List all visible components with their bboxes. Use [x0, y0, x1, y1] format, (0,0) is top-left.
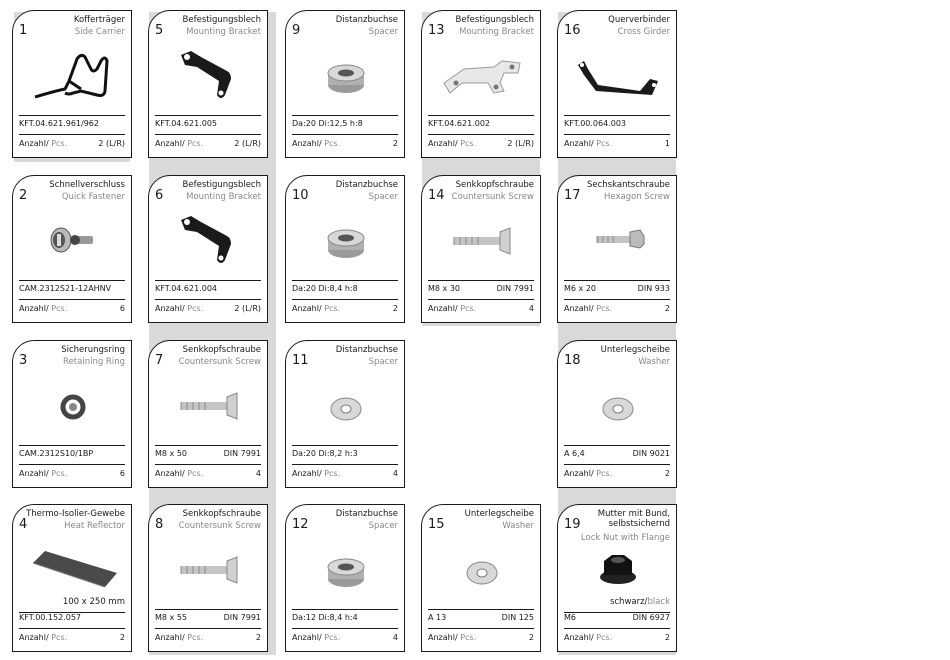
divider — [155, 609, 261, 610]
part-number: 16 — [564, 23, 581, 38]
spacer-icon — [298, 533, 394, 603]
hex-screw-icon — [570, 204, 666, 274]
part-code: KFT.00.152.057 — [19, 613, 81, 622]
divider — [564, 445, 670, 446]
part-number: 9 — [292, 23, 301, 38]
part-number: 17 — [564, 188, 581, 203]
part-code: M8 x 30 — [428, 284, 460, 293]
part-name-de: Distanzbuchse — [335, 345, 398, 355]
divider — [564, 134, 670, 135]
divider — [428, 628, 534, 629]
part-name-de: Sicherungsring — [61, 345, 125, 355]
part-name-de: Senkkopfschraube — [455, 180, 534, 190]
bracket-icon — [161, 204, 257, 274]
quantity-value: 2 — [119, 633, 125, 642]
part-name-de: Befestigungsblech — [455, 15, 534, 25]
divider — [428, 134, 534, 135]
quantity-value: 4 — [255, 469, 261, 478]
washer-icon — [570, 369, 666, 439]
part-number: 8 — [155, 517, 164, 532]
quantity-value: 4 — [528, 304, 534, 313]
part-standard: DIN 6927 — [632, 613, 670, 622]
part-name-en: Heat Reflector — [64, 521, 125, 531]
part-card — [557, 10, 677, 158]
heat-reflector-icon — [25, 533, 121, 603]
quantity-label: Anzahl/ Pcs. — [155, 469, 204, 478]
quantity-label: Anzahl/ Pcs. — [564, 469, 613, 478]
quantity-label: Anzahl/ Pcs. — [19, 304, 68, 313]
spacer-icon — [298, 39, 394, 109]
part-code: CAM.2312S10/1BP — [19, 449, 94, 458]
part-name-en: Spacer — [368, 192, 398, 202]
divider — [19, 464, 125, 465]
part-card — [148, 504, 268, 652]
part-card — [12, 340, 132, 488]
part-code: M6 — [564, 613, 576, 622]
quantity-value: 1 — [664, 139, 670, 148]
retaining-ring-icon — [25, 369, 121, 439]
part-number: 5 — [155, 23, 164, 38]
part-standard: DIN 933 — [637, 284, 670, 293]
divider — [19, 115, 125, 116]
divider — [428, 115, 534, 116]
part-standard: DIN 7991 — [223, 613, 261, 622]
divider — [19, 134, 125, 135]
part-number: 19 — [564, 517, 581, 532]
part-code: Da:20 Di:12,5 h:8 — [292, 119, 363, 128]
part-number: 18 — [564, 353, 581, 368]
part-card — [285, 10, 405, 158]
quantity-value: 2 — [664, 469, 670, 478]
divider — [155, 464, 261, 465]
part-standard: DIN 125 — [501, 613, 534, 622]
screw-icon — [161, 369, 257, 439]
part-name-en: Hexagon Screw — [604, 192, 670, 202]
flat-bracket-icon — [434, 39, 530, 109]
quantity-label: Anzahl/ Pcs. — [155, 139, 204, 148]
part-number: 12 — [292, 517, 309, 532]
quantity-label: Anzahl/ Pcs. — [428, 139, 477, 148]
divider — [292, 299, 398, 300]
part-code: KFT.04.621.002 — [428, 119, 490, 128]
part-standard: DIN 9021 — [632, 449, 670, 458]
divider — [19, 628, 125, 629]
part-name-de: Mutter mit Bund, selbstsichernd — [597, 509, 670, 529]
quantity-value: 2 — [392, 139, 398, 148]
lock-nut-icon — [570, 533, 666, 603]
part-number: 11 — [292, 353, 309, 368]
divider — [428, 609, 534, 610]
part-number: 1 — [19, 23, 28, 38]
divider — [428, 299, 534, 300]
divider — [292, 464, 398, 465]
divider — [292, 445, 398, 446]
part-number: 13 — [428, 23, 445, 38]
part-card — [285, 504, 405, 652]
quantity-label: Anzahl/ Pcs. — [155, 633, 204, 642]
part-code: M8 x 50 — [155, 449, 187, 458]
bracket-icon — [161, 39, 257, 109]
divider — [19, 445, 125, 446]
part-number: 6 — [155, 188, 164, 203]
part-number: 10 — [292, 188, 309, 203]
part-name-de: Distanzbuchse — [335, 509, 398, 519]
divider — [292, 609, 398, 610]
divider — [564, 299, 670, 300]
part-code: M6 x 20 — [564, 284, 596, 293]
part-card — [557, 504, 677, 652]
part-standard: DIN 7991 — [223, 449, 261, 458]
quantity-value: 2 (L/R) — [98, 139, 125, 148]
quantity-label: Anzahl/ Pcs. — [428, 633, 477, 642]
side-carrier-icon — [25, 39, 121, 109]
cross-girder-icon — [570, 39, 666, 109]
quantity-value: 4 — [392, 469, 398, 478]
part-card — [12, 504, 132, 652]
part-name-en: Cross Girder — [617, 27, 670, 37]
part-number: 14 — [428, 188, 445, 203]
quantity-label: Anzahl/ Pcs. — [564, 633, 613, 642]
part-code: KFT.04.621.005 — [155, 119, 217, 128]
part-code: Da:20 Di:8,4 h:8 — [292, 284, 358, 293]
part-card — [421, 175, 541, 323]
quantity-label: Anzahl/ Pcs. — [292, 304, 341, 313]
part-name-en: Countersunk Screw — [178, 357, 261, 367]
divider — [292, 115, 398, 116]
divider — [19, 299, 125, 300]
quantity-value: 2 (L/R) — [234, 139, 261, 148]
part-name-de: Distanzbuchse — [335, 180, 398, 190]
part-code: Da:12 Di:8,4 h:4 — [292, 613, 358, 622]
part-number: 2 — [19, 188, 28, 203]
screw-icon — [161, 533, 257, 603]
quantity-value: 2 — [528, 633, 534, 642]
part-name-en: Retaining Ring — [63, 357, 125, 367]
part-card — [285, 175, 405, 323]
part-name-de: Querverbinder — [608, 15, 670, 25]
part-name-de: Distanzbuchse — [335, 15, 398, 25]
part-card — [148, 10, 268, 158]
divider — [19, 280, 125, 281]
quantity-label: Anzahl/ Pcs. — [564, 304, 613, 313]
part-code: A 13 — [428, 613, 447, 622]
divider — [155, 299, 261, 300]
quantity-value: 2 — [392, 304, 398, 313]
part-name-de: Befestigungsblech — [182, 180, 261, 190]
quantity-label: Anzahl/ Pcs. — [428, 304, 477, 313]
part-number: 15 — [428, 517, 445, 532]
part-card — [148, 340, 268, 488]
part-code: KFT.04.621.004 — [155, 284, 217, 293]
quantity-value: 6 — [119, 304, 125, 313]
part-code: M8 x 55 — [155, 613, 187, 622]
part-name-de: Senkkopfschraube — [182, 509, 261, 519]
divider — [155, 115, 261, 116]
part-card — [285, 340, 405, 488]
divider — [292, 134, 398, 135]
quantity-label: Anzahl/ Pcs. — [155, 304, 204, 313]
quantity-value: 2 — [664, 633, 670, 642]
divider — [292, 280, 398, 281]
part-name-de: Schnellverschluss — [49, 180, 125, 190]
part-name-de: Kofferträger — [73, 15, 125, 25]
part-name-en: Side Carrier — [74, 27, 125, 37]
divider — [564, 628, 670, 629]
part-number: 4 — [19, 517, 28, 532]
divider — [155, 134, 261, 135]
part-note: schwarz/black — [609, 597, 670, 607]
quantity-value: 4 — [392, 633, 398, 642]
part-name-en: Mounting Bracket — [186, 192, 261, 202]
part-code: CAM.2312S21-12AHNV — [19, 284, 112, 293]
part-name-en: Washer — [502, 521, 534, 531]
part-standard: DIN 7991 — [496, 284, 534, 293]
part-name-de: Sechskantschraube — [586, 180, 670, 190]
quantity-label: Anzahl/ Pcs. — [292, 469, 341, 478]
quantity-label: Anzahl/ Pcs. — [19, 469, 68, 478]
part-name-en: Washer — [638, 357, 670, 367]
quantity-label: Anzahl/ Pcs. — [19, 139, 68, 148]
quantity-label: Anzahl/ Pcs. — [19, 633, 68, 642]
part-code: KFT.04.621.961/962 — [19, 119, 99, 128]
quantity-label: Anzahl/ Pcs. — [292, 139, 341, 148]
part-code: KFT.00.064.003 — [564, 119, 626, 128]
spacer-icon — [298, 204, 394, 274]
part-card — [148, 175, 268, 323]
part-name-de: Senkkopfschraube — [182, 345, 261, 355]
part-name-en: Countersunk Screw — [451, 192, 534, 202]
divider — [292, 628, 398, 629]
quantity-value: 2 (L/R) — [234, 304, 261, 313]
quantity-label: Anzahl/ Pcs. — [292, 633, 341, 642]
part-name-en: Spacer — [368, 27, 398, 37]
part-name-de: Thermo-Isolier-Gewebe — [26, 509, 125, 519]
part-card — [421, 504, 541, 652]
screw-icon — [434, 204, 530, 274]
part-name-en: Spacer — [368, 357, 398, 367]
part-note: 100 x 250 mm — [62, 597, 125, 607]
washer-icon — [434, 533, 530, 603]
part-name-de: Unterlegscheibe — [600, 345, 670, 355]
divider — [564, 464, 670, 465]
part-name-de: Befestigungsblech — [182, 15, 261, 25]
part-name-en: Mounting Bracket — [186, 27, 261, 37]
part-number: 7 — [155, 353, 164, 368]
divider — [155, 445, 261, 446]
quantity-value: 2 (L/R) — [507, 139, 534, 148]
divider — [155, 280, 261, 281]
part-card — [421, 10, 541, 158]
quantity-value: 2 — [255, 633, 261, 642]
divider — [564, 280, 670, 281]
part-name-de: Unterlegscheibe — [464, 509, 534, 519]
washer-icon — [298, 369, 394, 439]
part-code: A 6,4 — [564, 449, 585, 458]
divider — [564, 115, 670, 116]
divider — [155, 628, 261, 629]
part-name-en: Mounting Bracket — [459, 27, 534, 37]
part-code: Da:20 Di:8,2 h:3 — [292, 449, 358, 458]
quantity-value: 6 — [119, 469, 125, 478]
part-name-en: Quick Fastener — [61, 192, 125, 202]
divider — [428, 280, 534, 281]
part-name-en: Lock Nut with Flange — [580, 533, 670, 543]
quick-fastener-icon — [25, 204, 121, 274]
part-card — [12, 10, 132, 158]
quantity-label: Anzahl/ Pcs. — [564, 139, 613, 148]
part-number: 3 — [19, 353, 28, 368]
part-name-en: Spacer — [368, 521, 398, 531]
part-card — [557, 175, 677, 323]
quantity-value: 2 — [664, 304, 670, 313]
part-card — [12, 175, 132, 323]
part-name-en: Countersunk Screw — [178, 521, 261, 531]
part-card — [557, 340, 677, 488]
